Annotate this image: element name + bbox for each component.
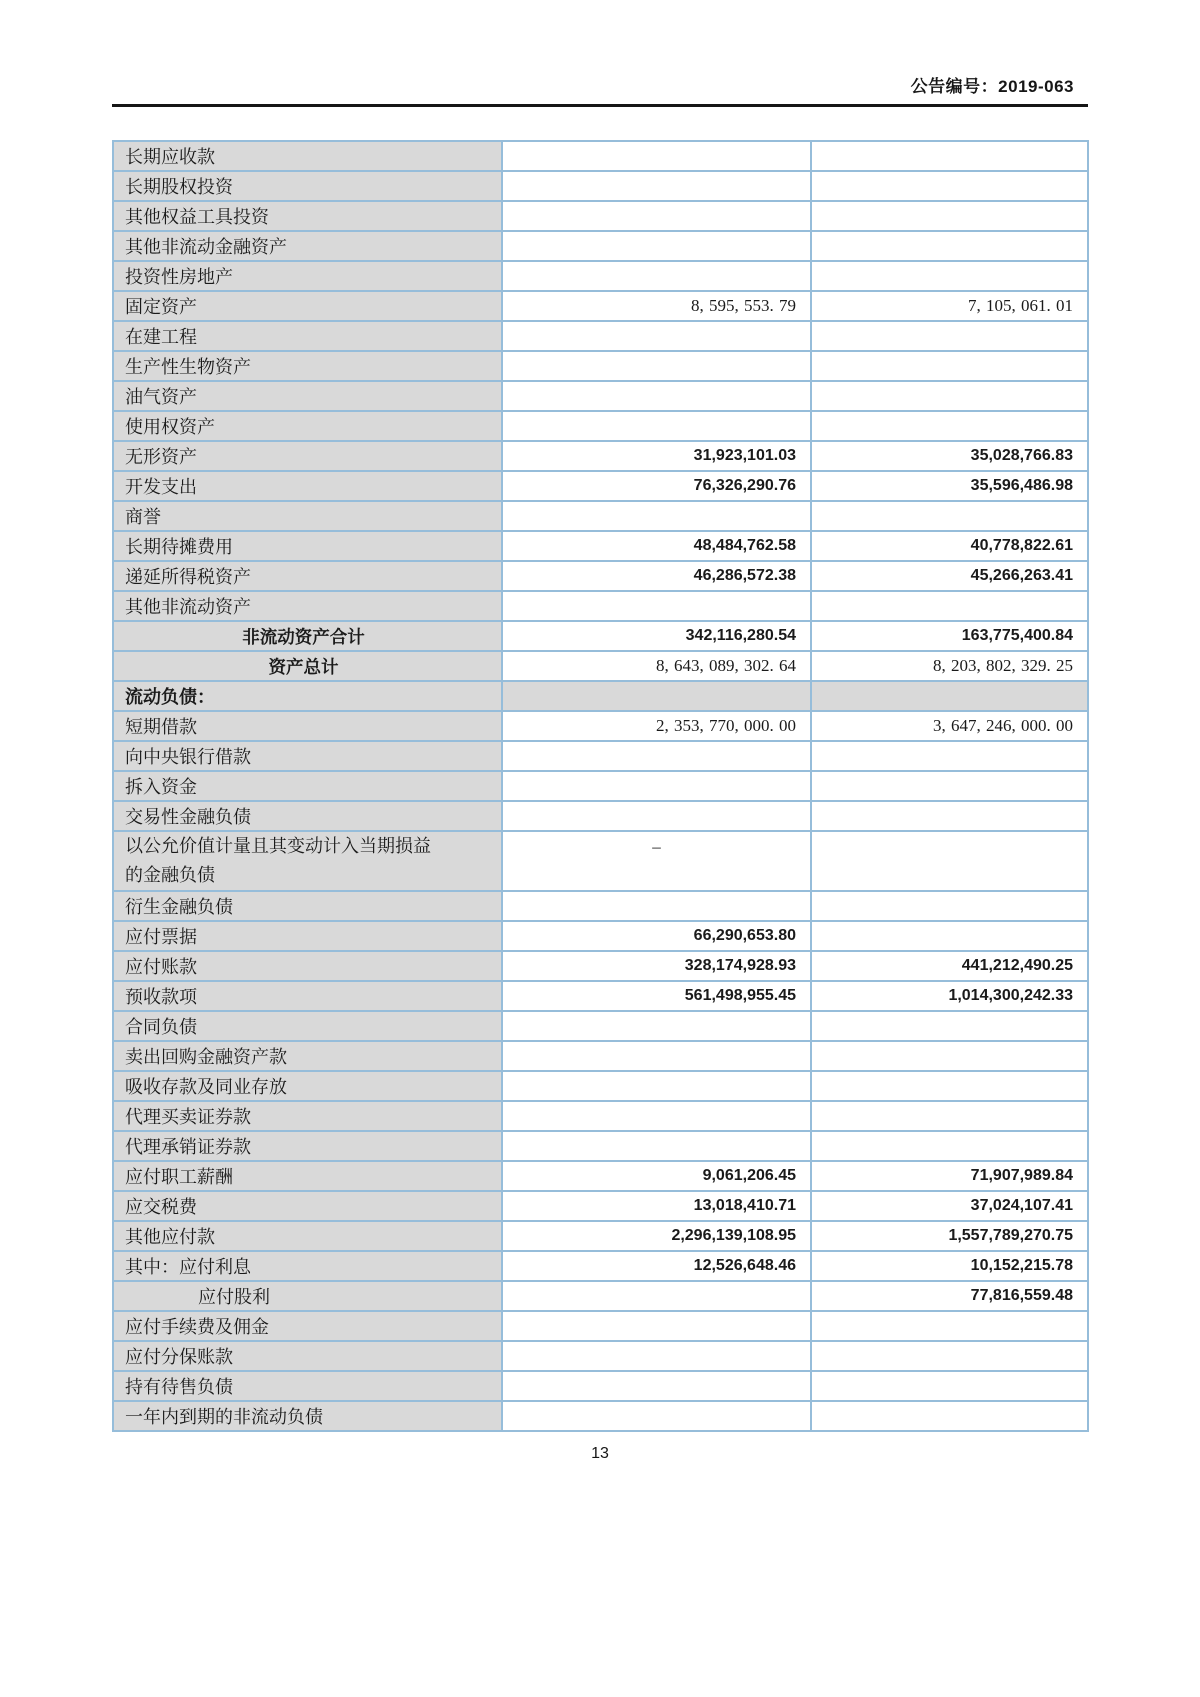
value-current-period: 2, 353, 770, 000. 00 [502,711,811,741]
row-label [113,231,502,261]
balance-sheet-table [112,140,1089,1432]
value-current-period [502,741,811,771]
value-prior-period [811,591,1088,621]
value-current-period: 13,018,410.71 [502,1191,811,1221]
value-prior-period: 7, 105, 061. 01 [811,291,1088,321]
row-label [113,1011,502,1041]
value-current-period: 2,296,139,108.95 [502,1221,811,1251]
value-prior-period [811,261,1088,291]
value-prior-period [811,1401,1088,1431]
value-current-period [502,1101,811,1131]
value-prior-period: 35,596,486.98 [811,471,1088,501]
value-current-period: 328,174,928.93 [502,951,811,981]
row-label-text: 非流动资产合计 [242,626,365,647]
value-current-period [502,501,811,531]
value-prior-period [811,141,1088,171]
row-label-text: 投资性房地产 [125,267,233,287]
value-prior-period: 163,775,400.84 [811,621,1088,651]
row-label-text: 商誉 [125,507,161,527]
row-label [113,261,502,291]
table-row [113,1191,1088,1221]
row-label-text: 应付账款 [125,957,197,977]
value-prior-period [811,501,1088,531]
row-label-text: 短期借款 [125,717,197,737]
value-prior-period: 1,557,789,270.75 [811,1221,1088,1251]
value-current-period [502,201,811,231]
table-row [113,681,1088,711]
value-prior-period [811,891,1088,921]
value-prior-period [811,1371,1088,1401]
row-label-text: 长期应收款 [125,147,215,167]
table-row [113,141,1088,171]
row-label [113,1161,502,1191]
row-label-text: 拆入资金 [125,777,197,797]
table-row [113,1161,1088,1191]
value-current-period [502,141,811,171]
table-row [113,1101,1088,1131]
value-current-period [502,321,811,351]
value-current-period [502,771,811,801]
value-prior-period [811,681,1088,711]
row-label [113,171,502,201]
value-current-period: 8, 595, 553. 79 [502,291,811,321]
table-row [113,591,1088,621]
table-row [113,351,1088,381]
value-prior-period [811,771,1088,801]
value-prior-period [811,831,1088,891]
table-row [113,1401,1088,1431]
value-current-period: 66,290,653.80 [502,921,811,951]
value-current-period [502,351,811,381]
table-row [113,981,1088,1011]
balance-sheet-rows [113,141,1088,1431]
value-prior-period [811,321,1088,351]
value-prior-period [811,1041,1088,1071]
value-current-period: 9,061,206.45 [502,1161,811,1191]
value-prior-period [811,1101,1088,1131]
row-label-text: 其他权益工具投资 [125,207,269,227]
value-current-period: 46,286,572.38 [502,561,811,591]
table-row [113,501,1088,531]
value-prior-period: 35,028,766.83 [811,441,1088,471]
value-current-period [502,591,811,621]
row-label [113,891,502,921]
row-label-text: 应付票据 [125,927,197,947]
value-current-period [502,381,811,411]
table-row [113,381,1088,411]
value-current-period: 48,484,762.58 [502,531,811,561]
value-prior-period [811,1311,1088,1341]
row-label [113,471,502,501]
row-label-text: 交易性金融负债 [125,807,251,827]
value-current-period: 561,498,955.45 [502,981,811,1011]
row-label-text: 以公允价值计量且其变动计入当期损益 [125,836,431,856]
table-row [113,741,1088,771]
value-prior-period [811,1341,1088,1371]
row-label-text: 开发支出 [125,477,197,497]
row-label-text: 其他非流动资产 [125,597,251,617]
value-prior-period: 8, 203, 802, 329. 25 [811,651,1088,681]
row-label-text: 持有待售负债 [125,1377,233,1397]
announcement-number: 公告编号：2019-063 [910,77,1074,96]
value-prior-period: 45,266,263.41 [811,561,1088,591]
value-prior-period: 10,152,215.78 [811,1251,1088,1281]
table-row [113,921,1088,951]
row-label [113,1041,502,1071]
header-rule [112,104,1088,107]
document-page [112,0,1088,1463]
row-label [113,441,502,471]
value-current-period: 76,326,290.76 [502,471,811,501]
table-row [113,1371,1088,1401]
row-label-text: 应付分保账款 [125,1347,233,1367]
row-label [113,921,502,951]
value-prior-period [811,381,1088,411]
row-label-text-line2: 的金融负债 [125,865,215,885]
row-label-text: 固定资产 [125,297,197,317]
table-row [113,411,1088,441]
row-label-text: 长期股权投资 [125,177,233,197]
value-current-period: 12,526,648.46 [502,1251,811,1281]
value-prior-period [811,351,1088,381]
row-label [113,951,502,981]
value-prior-period: 1,014,300,242.33 [811,981,1088,1011]
value-current-period [502,231,811,261]
row-label [113,651,502,681]
row-label-text: 使用权资产 [125,417,215,437]
table-row [113,1221,1088,1251]
row-label [113,981,502,1011]
row-label-text: 递延所得税资产 [125,567,251,587]
table-row [113,711,1088,741]
row-label-text: 吸收存款及同业存放 [125,1077,287,1097]
row-label [113,741,502,771]
table-row [113,1251,1088,1281]
value-current-period: 31,923,101.03 [502,441,811,471]
row-label [113,1401,502,1431]
table-row [113,201,1088,231]
row-label [113,801,502,831]
value-current-period [502,801,811,831]
value-prior-period: 77,816,559.48 [811,1281,1088,1311]
row-label [113,381,502,411]
value-prior-period [811,1011,1088,1041]
row-label-text: 资产总计 [268,656,339,677]
row-label [113,831,502,891]
row-label [113,621,502,651]
row-label [113,351,502,381]
value-current-period [502,261,811,291]
row-label-text: 其中：应付利息 [125,1257,251,1277]
value-prior-period [811,231,1088,261]
row-label [113,711,502,741]
value-prior-period [811,921,1088,951]
row-label [113,1251,502,1281]
row-label [113,201,502,231]
row-label-text: 衍生金融负债 [125,897,233,917]
value-prior-period [811,801,1088,831]
value-current-period [502,1041,811,1071]
table-row [113,1041,1088,1071]
table-row [113,471,1088,501]
page-number: 13 [591,1445,609,1462]
value-current-period: – [502,831,811,891]
row-label [113,1191,502,1221]
row-label-text: 代理买卖证券款 [125,1107,251,1127]
value-prior-period: 37,024,107.41 [811,1191,1088,1221]
table-row [113,231,1088,261]
value-current-period [502,681,811,711]
table-row [113,441,1088,471]
value-current-period [502,1071,811,1101]
row-label-text: 一年内到期的非流动负债 [125,1407,323,1427]
table-row [113,1011,1088,1041]
row-label [113,591,502,621]
table-row [113,801,1088,831]
row-label [113,531,502,561]
row-label-text: 生产性生物资产 [125,357,251,377]
row-label [113,291,502,321]
value-current-period [502,411,811,441]
value-current-period [502,1131,811,1161]
value-current-period [502,1311,811,1341]
row-label-text: 卖出回购金融资产款 [125,1047,287,1067]
table-row [113,831,1088,891]
row-label [113,1341,502,1371]
value-prior-period: 71,907,989.84 [811,1161,1088,1191]
row-label-text: 应交税费 [125,1197,197,1217]
row-label [113,1101,502,1131]
table-row [113,531,1088,561]
row-label-text: 预收款项 [125,987,197,1007]
value-prior-period [811,1071,1088,1101]
row-label-text: 应付职工薪酬 [125,1167,233,1187]
value-prior-period [811,1131,1088,1161]
row-label [113,681,502,711]
row-label [113,501,502,531]
value-prior-period: 441,212,490.25 [811,951,1088,981]
value-current-period [502,1371,811,1401]
value-prior-period: 3, 647, 246, 000. 00 [811,711,1088,741]
value-current-period: 8, 643, 089, 302. 64 [502,651,811,681]
value-current-period [502,1281,811,1311]
row-label [113,321,502,351]
value-current-period [502,1341,811,1371]
value-prior-period [811,741,1088,771]
value-current-period [502,1401,811,1431]
table-row [113,261,1088,291]
value-current-period: 342,116,280.54 [502,621,811,651]
table-row [113,291,1088,321]
table-row [113,771,1088,801]
table-row [113,171,1088,201]
row-label [113,1071,502,1101]
table-row [113,1281,1088,1311]
row-label [113,141,502,171]
value-current-period [502,1011,811,1041]
table-row [113,1311,1088,1341]
table-row [113,651,1088,681]
value-prior-period [811,201,1088,231]
table-row [113,621,1088,651]
row-label-text: 无形资产 [125,447,197,467]
value-prior-period [811,171,1088,201]
value-current-period [502,171,811,201]
row-label-text: 应付股利 [198,1287,270,1307]
row-label-text: 油气资产 [125,387,197,407]
row-label-text: 合同负债 [125,1017,197,1037]
row-label [113,1221,502,1251]
row-label [113,561,502,591]
row-label [113,1131,502,1161]
row-label [113,1311,502,1341]
table-row [113,321,1088,351]
table-row [113,1071,1088,1101]
value-prior-period [811,411,1088,441]
table-row [113,561,1088,591]
row-label-text: 代理承销证券款 [125,1137,251,1157]
row-label-text: 长期待摊费用 [125,537,233,557]
value-prior-period: 40,778,822.61 [811,531,1088,561]
row-label-text: 在建工程 [125,327,197,347]
row-label-text: 流动负债： [125,687,215,707]
value-current-period [502,891,811,921]
row-label-text: 向中央银行借款 [125,747,251,767]
row-label-text: 应付手续费及佣金 [125,1317,269,1337]
row-label [113,411,502,441]
table-row [113,891,1088,921]
row-label [113,771,502,801]
row-label-text: 其他非流动金融资产 [125,237,287,257]
table-row [113,951,1088,981]
table-row [113,1341,1088,1371]
row-label-text: 其他应付款 [125,1227,215,1247]
table-row [113,1131,1088,1161]
row-label [113,1281,502,1311]
row-label [113,1371,502,1401]
